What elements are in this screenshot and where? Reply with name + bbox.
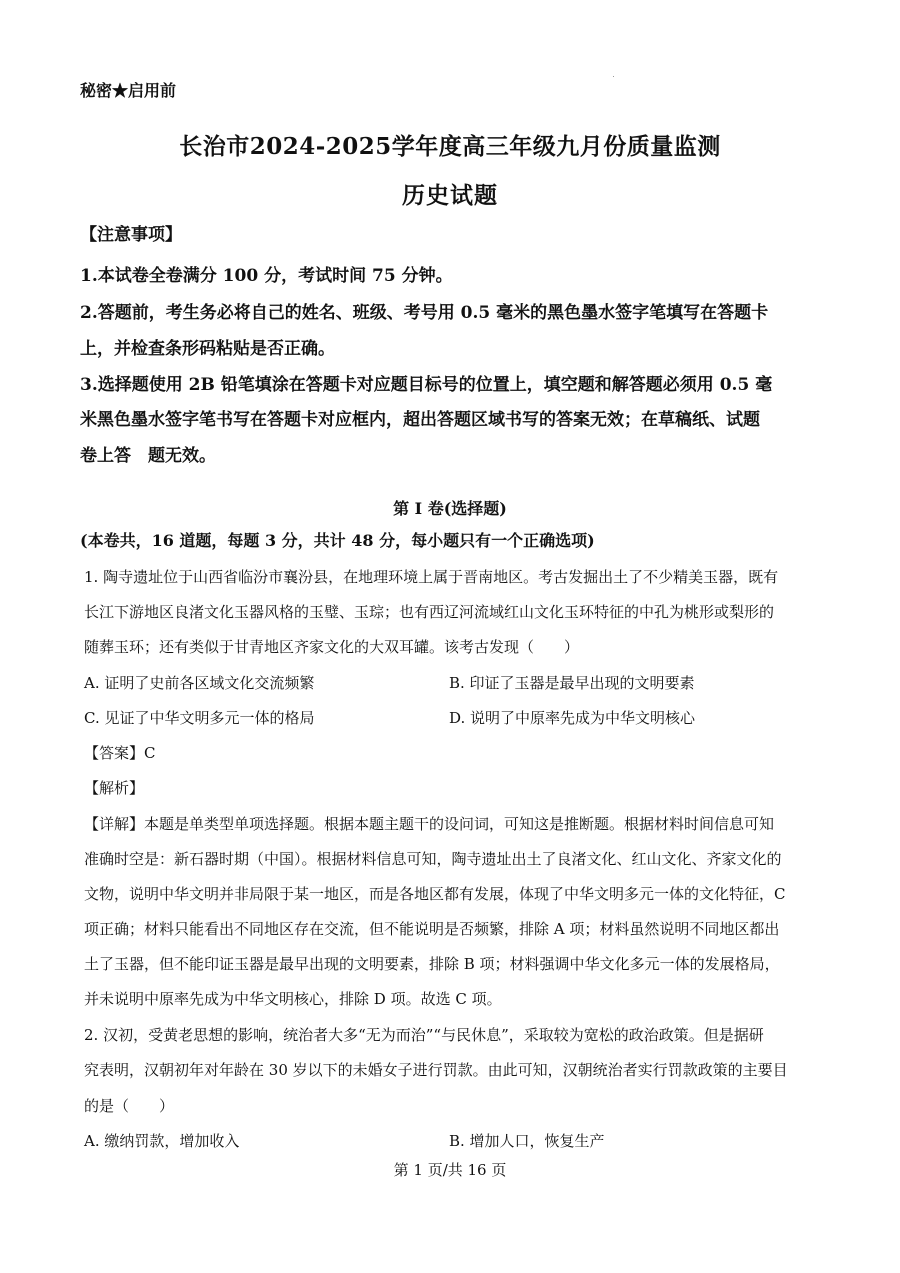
question-2-option-b: B. 增加人口，恢复生产 <box>449 1132 605 1150</box>
note-line: 2.答题前，考生务必将自己的姓名、班级、考号用 0.5 毫米的黑色墨水签字笔填写在答题卡 <box>80 303 769 323</box>
note-line: 上，并检查条形码粘贴是否正确。 <box>80 339 335 359</box>
section-title: 第 Ⅰ 卷(选择题) <box>393 499 507 518</box>
question-1-option-d: D. 说明了中原率先成为中华文明核心 <box>449 709 696 727</box>
confidential-label: 秘密★启用前 <box>80 81 177 100</box>
question-1-detail-line: 【详解】本题是单类型单项选择题。根据本题主题干的设问词，可知这是推断题。根据材料时间信息可知 <box>84 815 775 833</box>
question-1-stem-line: 长江下游地区良渚文化玉器风格的玉璧、玉琮；也有西辽河流域红山文化玉环特征的中孔为桃形或梨形的 <box>84 603 775 621</box>
question-1-detail-line: 准确时空是：新石器时期（中国）。根据材料信息可知，陶寺遗址出土了良渚文化、红山文化、齐家文化的 <box>84 850 782 868</box>
question-2-option-a: A. 缴纳罚款，增加收入 <box>84 1132 240 1150</box>
note-line: 米黑色墨水签字笔书写在答题卡对应框内，超出答题区域书写的答案无效；在草稿纸、试题 <box>80 410 760 430</box>
question-1-option-a: A. 证明了史前各区域文化交流频繁 <box>84 674 315 692</box>
scan-speck <box>613 76 614 77</box>
note-line: 3.选择题使用 2B 铅笔填涂在答题卡对应题目标号的位置上，填空题和解答题必须用 0.5 毫 <box>80 375 773 395</box>
question-1-option-b: B. 印证了玉器是最早出现的文明要素 <box>449 674 695 692</box>
exam-title: 长治市2024-2025学年度高三年级九月份质量监测 <box>179 133 721 160</box>
question-1-option-c: C. 见证了中华文明多元一体的格局 <box>84 709 315 727</box>
section-instructions: (本卷共，16 道题，每题 3 分，共计 48 分，每小题只有一个正确选项) <box>80 531 595 550</box>
question-1-answer: 【答案】C <box>84 744 156 762</box>
question-1-detail-line: 文物，说明中华文明并非局限于某一地区，而是各地区都有发展，体现了中华文明多元一体的文化特征，C <box>84 885 786 903</box>
note-line: 1.本试卷全卷满分 100 分，考试时间 75 分钟。 <box>80 266 453 286</box>
page-number: 第 1 页/共 16 页 <box>393 1161 507 1179</box>
note-line: 卷上答 题无效。 <box>80 446 216 466</box>
question-2-stem-line: 2. 汉初，受黄老思想的影响，统治者大多“无为而治”“与民休息”，采取较为宽松的政治政策。但是据研 <box>84 1026 764 1044</box>
question-1-detail-line: 并未说明中原率先成为中华文明核心，排除 D 项。故选 C 项。 <box>84 990 502 1008</box>
question-2-stem-line: 究表明，汉朝初年对年龄在 30 岁以下的未婚女子进行罚款。由此可知，汉朝统治者实行罚款政策的主要目 <box>84 1061 788 1079</box>
question-1-stem-line: 1. 陶寺遗址位于山西省临汾市襄汾县，在地理环境上属于晋南地区。考古发掘出土了不少精美玉器，既有 <box>84 568 779 586</box>
question-1-stem-line: 随葬玉环；还有类似于甘青地区齐家文化的大双耳罐。该考古发现（ ） <box>84 638 580 656</box>
exam-subject: 历史试题 <box>402 182 498 209</box>
notes-heading: 【注意事项】 <box>80 225 182 245</box>
question-1-detail-line: 项正确；材料只能看出不同地区存在交流，但不能说明是否频繁，排除 A 项；材料虽然说明不同地区都出 <box>84 920 780 938</box>
question-2-stem-line: 的是（ ） <box>84 1097 175 1115</box>
question-1-detail-line: 土了玉器，但不能印证玉器是最早出现的文明要素，排除 B 项；材料强调中华文化多元一体的发展格局， <box>84 955 780 973</box>
question-1-analysis-label: 【解析】 <box>84 779 145 797</box>
